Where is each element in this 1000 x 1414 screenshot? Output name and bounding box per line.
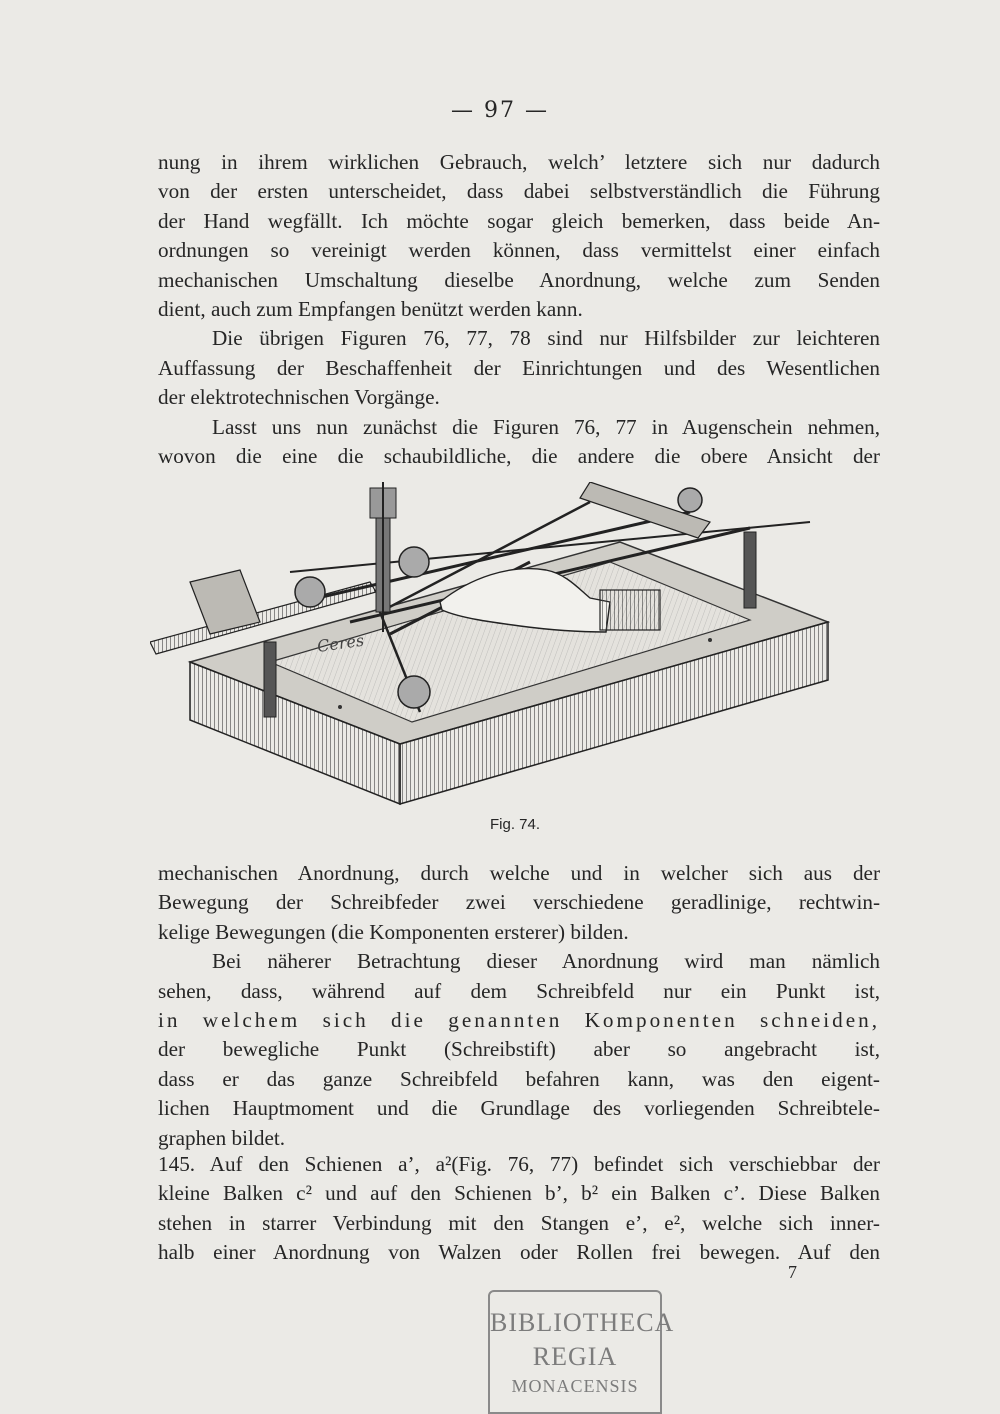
stamp-line-3: MONACENSIS: [511, 1376, 639, 1396]
text-line: lichen Hauptmoment und die Grundlage des vorliegenden Schreibtele-: [158, 1096, 880, 1121]
post-back-right: [744, 532, 756, 608]
engraved-text: Ceres: [315, 630, 366, 656]
bracket-left: [190, 570, 260, 634]
figure-caption: Fig. 74.: [489, 816, 541, 833]
library-stamp: [488, 1290, 675, 1414]
text-line: 145. Auf den Schienen a’, a²(Fig. 76, 77) befindet sich verschiebbar der: [158, 1152, 880, 1176]
roller-middle: [399, 547, 429, 577]
text-line: der Hand wegfällt. Ich möchte sogar gleich bemerken, dass beide An-: [158, 208, 880, 233]
text-line: Bei näherer Betrachtung dieser Anordnung wird man nämlich: [212, 949, 880, 974]
text-line: dass er das ganze Schreibfeld befahren kann, was den eigent-: [158, 1066, 880, 1091]
text-block-bottom: [158, 1150, 880, 1268]
page-number: — 97 —: [451, 98, 549, 123]
text-line: dient, auch zum Empfangen benützt werden kann.: [158, 297, 583, 322]
post-front-left: [264, 642, 276, 717]
roller-left: [295, 577, 325, 607]
text-line: in welchem sich die genannten Komponenten schneiden,: [158, 1008, 880, 1033]
text-block-top: [158, 148, 880, 471]
text-line: Auffassung der Beschaffenheit der Einrichtungen und des Wesentlichen: [158, 355, 880, 380]
text-line: graphen bildet.: [158, 1125, 286, 1150]
text-block-middle: [158, 859, 880, 1153]
text-line: ordnungen so vereinigt werden können, dass vermittelst einer einfach: [158, 238, 880, 263]
plate-hole: [708, 638, 712, 642]
text-line: nung in ihrem wirklichen Gebrauch, welch’ letztere sich nur dadurch: [158, 150, 880, 174]
text-line: wovon die eine die schaubildliche, die andere die obere Ansicht der: [158, 444, 880, 469]
text-line: halb einer Anordnung von Walzen oder Rollen frei bewegen. Auf den: [158, 1240, 880, 1265]
text-line: Lasst uns nun zunächst die Figuren 76, 77 in Augenschein nehmen,: [212, 414, 880, 439]
text-line: stehen in starrer Verbindung mit den Stangen e’, e², welche sich inner-: [158, 1210, 880, 1235]
text-line: mechanischen Umschaltung dieselbe Anordnung, welche zum Senden: [158, 267, 880, 292]
signature-mark: 7: [788, 1262, 797, 1282]
text-line: sehen, dass, während auf dem Schreibfeld nur ein Punkt ist,: [158, 978, 880, 1003]
writing-telegraph-illustration: [150, 482, 830, 812]
stamp-line-1: BIBLIOTHECA: [490, 1308, 675, 1337]
roller-front: [398, 676, 430, 708]
text-line: kelige Bewegungen (die Komponenten ersterer) bilden.: [158, 919, 629, 944]
roller-back: [678, 488, 702, 512]
text-line: kleine Balken c² und auf den Schienen b’, b² ein Balken c’. Diese Balken: [158, 1181, 880, 1206]
plate-hole: [338, 705, 342, 709]
text-line: mechanischen Anordnung, durch welche und in welcher sich aus der: [158, 861, 880, 885]
text-line: der bewegliche Punkt (Schreibstift) aber so angebracht ist,: [158, 1037, 880, 1062]
text-line: Die übrigen Figuren 76, 77, 78 sind nur Hilfsbilder zur leichteren: [212, 326, 880, 351]
stamp-line-2: REGIA: [532, 1342, 618, 1371]
text-line: der elektrotechnischen Vorgänge.: [158, 385, 440, 410]
text-line: von der ersten unterscheidet, dass dabei selbstverständlich die Führung: [158, 179, 880, 204]
sleeve-cuff: [600, 590, 660, 630]
text-line: Bewegung der Schreibfeder zwei verschiedene geradlinige, rechtwin-: [158, 890, 880, 915]
